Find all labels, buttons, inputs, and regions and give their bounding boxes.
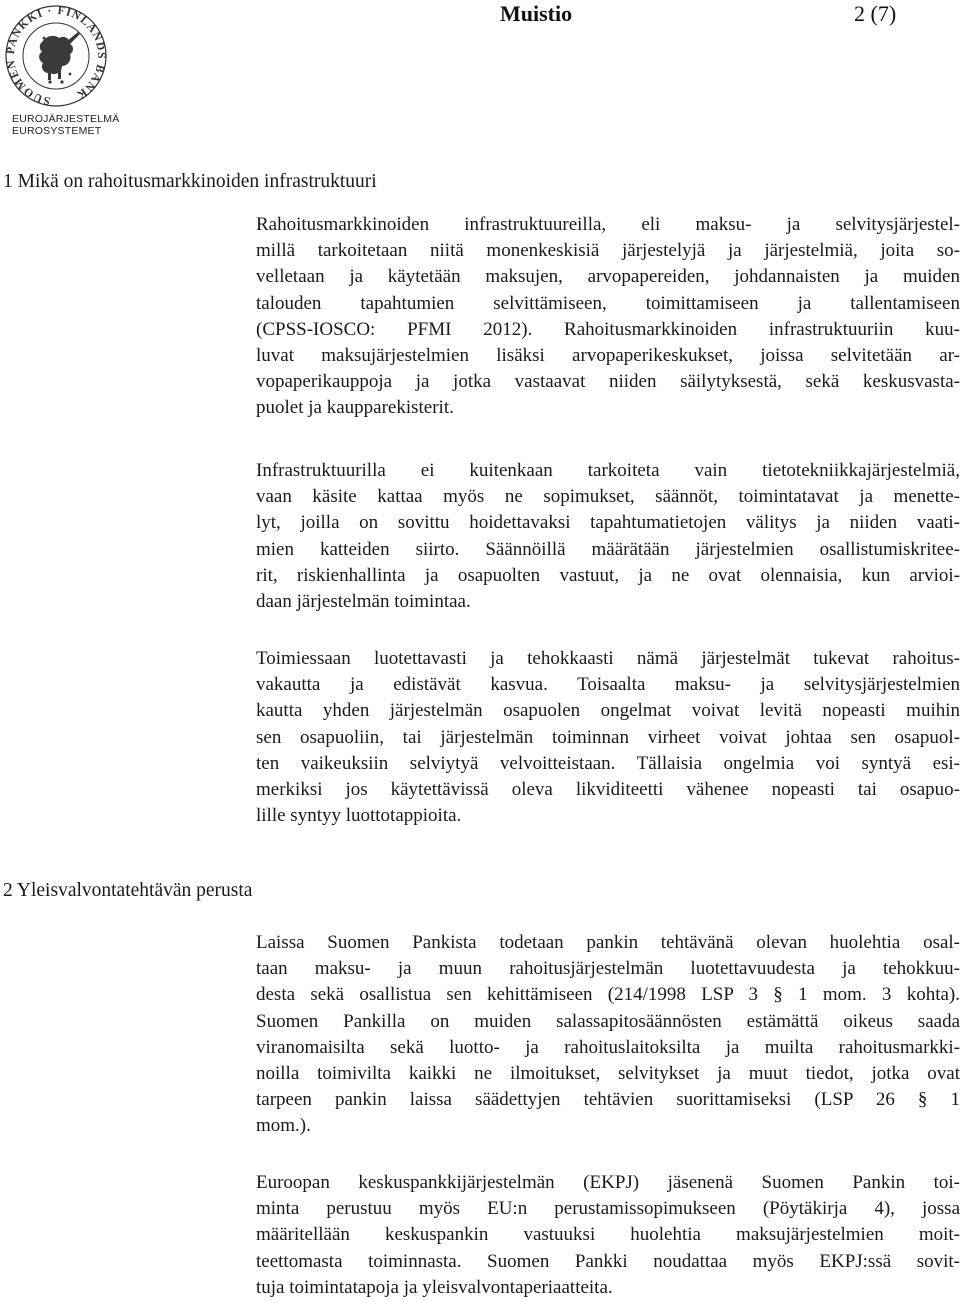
- bank-logo: [4, 2, 120, 137]
- text-line: Rahoitusmarkkinoiden infrastruktuureilla, eli maksu- ja selvitysjärjestel-: [256, 214, 960, 235]
- text-line: velletaan ja käytetään maksujen, arvopapereiden, johdannaisten ja muiden: [256, 266, 960, 288]
- text-line: merkiksi jos käytettävissä oleva likviditeetti vähenee nopeasti tai osapuo-: [256, 779, 960, 801]
- text-line: Toimiessaan luotettavasti ja tehokkaasti nämä järjestelmät tukevat rahoitus-: [256, 648, 960, 669]
- text-line: Suomen Pankilla on muiden salassapitosäännösten estämättä oikeus saada: [256, 1010, 960, 1032]
- text-line: daan järjestelmän toimintaa.: [256, 591, 471, 613]
- paragraph: [256, 458, 960, 615]
- text-line: (CPSS-IOSCO: PFMI 2012). Rahoitusmarkkinoiden infrastruktuuriin kuu-: [256, 318, 960, 340]
- document-type: Muistio: [500, 1, 573, 26]
- text-line: tarpeen pankin laissa säädettyjen tehtävien suorittamiseksi (LSP 26 § 1: [256, 1089, 960, 1111]
- logo-eurosystem-sv: EUROSYSTEMET: [12, 125, 102, 137]
- text-line: sen osapuoliin, tai järjestelmän toiminnan virheet voivat johtaa sen osapuol-: [256, 726, 960, 748]
- text-line: viranomaisilta sekä luotto- ja rahoituslaitoksilta ja muilta rahoitusmarkki-: [256, 1036, 960, 1058]
- text-line: Euroopan keskuspankkijärjestelmän (EKPJ) jäsenenä Suomen Pankin toi-: [256, 1172, 960, 1193]
- text-line: millä tarkoitetaan niitä monenkeskisiä järjestelyjä ja järjestelmiä, joita so-: [256, 240, 960, 262]
- text-line: vaan käsite kattaa myös ne sopimukset, säännöt, toimintatavat ja menette-: [256, 486, 960, 508]
- bank-seal-icon: [4, 2, 108, 110]
- text-line: tuja toimintatapoja ja yleisvalvontaperiaatteita.: [256, 1276, 613, 1298]
- text-line: määritellään keskuspankin vastuuksi huolehtia maksujärjestelmien moit-: [256, 1224, 960, 1246]
- text-line: luvat maksujärjestelmien lisäksi arvopaperikeskukset, joissa selvitetään ar-: [256, 345, 960, 367]
- paragraph: [256, 930, 960, 1140]
- section-heading: 2 Yleisvalvontatehtävän perusta: [3, 880, 253, 901]
- section-heading: 1 Mikä on rahoitusmarkkinoiden infrastruktuuri: [3, 171, 377, 192]
- text-line: ten vaikeuksiin selviytyä velvoitteistaan. Tällaisia ongelmia voi syntyä esi-: [256, 752, 960, 774]
- text-line: puolet ja kaupparekisterit.: [256, 397, 454, 419]
- paragraph: [256, 212, 960, 422]
- text-line: mien katteiden siirto. Säännöillä määrätään järjestelmien osallistumiskriteе-: [256, 538, 960, 560]
- text-line: taan maksu- ja muun rahoitusjärjestelmän luotettavuudesta ja tehokkuu-: [256, 958, 960, 980]
- text-line: Infrastruktuurilla ei kuitenkaan tarkoiteta vain tietotekniikkajärjestelmiä,: [256, 460, 960, 481]
- text-line: lille syntyy luottotappioita.: [256, 805, 462, 827]
- text-line: Laissa Suomen Pankista todetaan pankin tehtävänä olevan huolehtia osal-: [256, 932, 960, 953]
- paragraph: [256, 1170, 960, 1301]
- logo-ring-text: SUOMEN PANKKI · FINLANDS BANK: [4, 4, 108, 107]
- text-line: mom.).: [256, 1115, 311, 1137]
- text-line: rit, riskienhallinta ja osapuolten vastuut, ja ne ovat olennaisia, kun arvioi-: [256, 564, 960, 586]
- text-line: noilla toimivilta kaikki ne ilmoitukset, selvitykset ja muut tiedot, jotka ovat: [256, 1063, 960, 1085]
- text-line: teettomasta toiminnasta. Suomen Pankki noudattaa myös EKPJ:ssä sovit-: [256, 1250, 960, 1272]
- paragraph: [256, 646, 960, 829]
- text-line: vakautta ja edistävät kasvua. Toisaalta maksu- ja selvitysjärjestelmien: [256, 674, 960, 696]
- logo-eurosystem-fi: EUROJÄRJESTELMÄ: [12, 113, 120, 125]
- text-line: minta perustuu myös EU:n perustamissopimukseen (Pöytäkirja 4), jossa: [256, 1198, 960, 1220]
- text-line: desta sekä osallistua sen kehittämiseen (214/1998 LSP 3 § 1 mom. 3 kohta).: [256, 984, 960, 1006]
- text-line: kautta yhden järjestelmän osapuolen ongelmat voivat levitä nopeasti muihin: [256, 700, 960, 722]
- text-line: talouden tapahtumien selvittämiseen, toimittamiseen ja tallentamiseen: [256, 292, 960, 314]
- page-number: 2 (7): [854, 1, 897, 26]
- text-line: vopaperikauppoja ja jotka vastaavat niiden säilytyksestä, sekä keskusvasta-: [256, 371, 960, 393]
- text-line: lyt, joilla on sovittu hoidettavaksi tapahtumatietojen välitys ja niiden vaati-: [256, 512, 960, 534]
